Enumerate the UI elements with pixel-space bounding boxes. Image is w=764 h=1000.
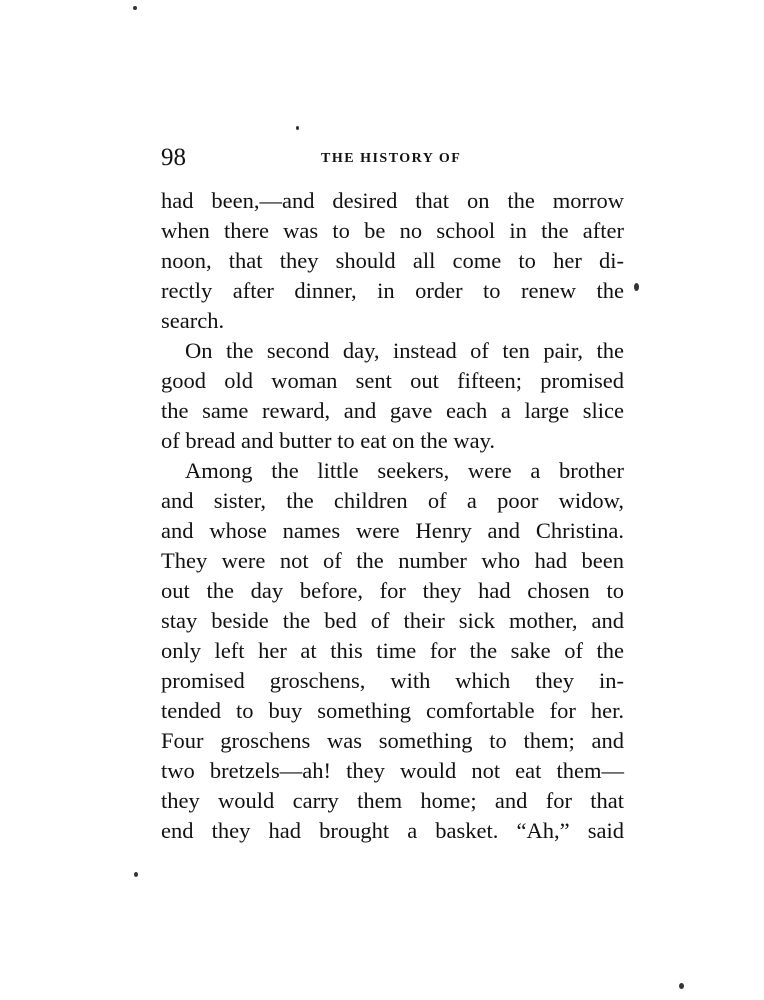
ink-speck: [133, 6, 137, 10]
text-line: tended to buy something comfortable for her.: [161, 698, 624, 723]
text-line: search.: [161, 308, 225, 333]
text-line: promised groschens, with which they in-: [161, 668, 624, 693]
ink-speck: [296, 126, 299, 130]
text-line: good old woman sent out fifteen; promised: [161, 368, 624, 393]
text-line: Among the little seekers, were a brother: [185, 458, 624, 483]
text-line: They were not of the number who had been: [161, 548, 624, 573]
text-line: stay beside the bed of their sick mother, and: [161, 608, 624, 633]
text-line: rectly after dinner, in order to renew the: [161, 278, 624, 303]
text-line: Four groschens was something to them; and: [161, 728, 624, 753]
text-line: out the day before, for they had chosen to: [161, 578, 624, 603]
text-line: two bretzels—ah! they would not eat them—: [161, 758, 624, 783]
text-line: and sister, the children of a poor widow,: [161, 488, 624, 513]
ink-speck: [679, 983, 684, 989]
text-line: when there was to be no school in the after: [161, 218, 624, 243]
ink-speck: [134, 872, 138, 877]
text-line: had been,—and desired that on the morrow: [161, 188, 624, 213]
ink-speck: [634, 283, 639, 291]
body-text: [161, 186, 624, 846]
text-line: and whose names were Henry and Christina.: [161, 518, 624, 543]
running-head: THE HISTORY OF: [321, 151, 462, 166]
text-line: On the second day, instead of ten pair, the: [185, 338, 624, 363]
text-line: only left her at this time for the sake of the: [161, 638, 624, 663]
page-number: 98: [161, 144, 186, 171]
text-line: noon, that they should all come to her di-: [161, 248, 624, 273]
text-line: end they had brought a basket. “Ah,” said: [161, 818, 624, 843]
text-line: they would carry them home; and for that: [161, 788, 624, 813]
text-line: the same reward, and gave each a large slice: [161, 398, 624, 423]
page-header: [161, 144, 624, 174]
text-line: of bread and butter to eat on the way.: [161, 428, 496, 453]
